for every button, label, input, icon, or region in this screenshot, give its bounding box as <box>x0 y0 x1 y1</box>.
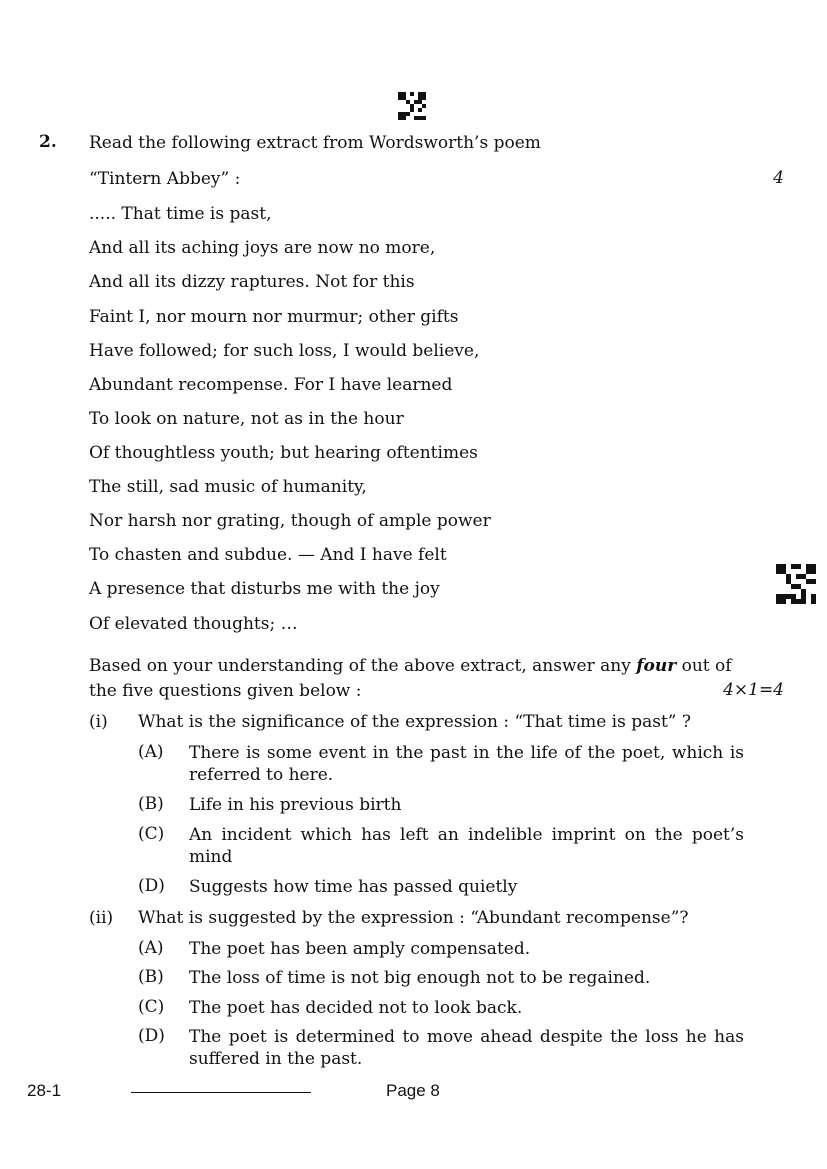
qr-code-side-icon <box>776 564 816 604</box>
instruction-text-end: out of <box>676 656 732 676</box>
extract-line: ..... That time is past, <box>89 204 272 224</box>
instruction-text: Based on your understanding of the above extract, answer any <box>89 656 637 676</box>
option-text: An incident which has left an indelible imprint on the poet’s mind <box>189 825 744 867</box>
option-text: The poet is determined to move ahead despite the loss he has suffered in the past. <box>189 1027 744 1069</box>
extract-line: Of elevated thoughts; … <box>89 614 298 634</box>
option-label: (C) <box>138 824 165 844</box>
option-label: (D) <box>138 876 165 896</box>
option-label: (B) <box>138 794 164 814</box>
question-intro: Read the following extract from Wordsworth’s poem <box>89 133 541 153</box>
question-number: 2. <box>39 132 57 152</box>
option-label: (A) <box>138 742 164 762</box>
extract-line: Faint I, nor mourn nor murmur; other gifts <box>89 307 459 327</box>
option-text: The poet has decided not to look back. <box>189 998 523 1018</box>
footer-page-number: Page 8 <box>386 1081 440 1100</box>
instruction-emphasis: four <box>636 656 677 676</box>
extract-line: To chasten and subdue. — And I have felt <box>89 545 447 565</box>
instruction-marks: 4×1=4 <box>723 680 784 700</box>
option-label: (C) <box>138 997 165 1017</box>
extract-line: Abundant recompense. For I have learned <box>89 375 453 395</box>
extract-line: A presence that disturbs me with the joy <box>89 579 440 599</box>
subquestion-text: What is suggested by the expression : “Abundant recompense”? <box>138 908 689 928</box>
option-text: Life in his previous birth <box>189 795 402 815</box>
option-label: (D) <box>138 1026 165 1046</box>
extract-line: Have followed; for such loss, I would believe, <box>89 341 480 361</box>
poem-title: “Tintern Abbey” : <box>89 169 241 189</box>
instruction-line-1 <box>89 655 744 677</box>
option-label: (B) <box>138 967 164 987</box>
extract-line: Nor harsh nor grating, though of ample power <box>89 511 491 531</box>
footer-divider <box>131 1092 311 1093</box>
option-text: Suggests how time has passed quietly <box>189 877 518 897</box>
option-text: The poet has been amply compensated. <box>189 939 531 959</box>
extract-line: The still, sad music of humanity, <box>89 477 367 497</box>
subquestion-label: (i) <box>89 712 108 732</box>
option-text: There is some event in the past in the life of the poet, which is referred to here. <box>189 743 744 785</box>
extract-line: To look on nature, not as in the hour <box>89 409 404 429</box>
question-marks: 4 <box>773 168 784 188</box>
extract-line: Of thoughtless youth; but hearing oftentimes <box>89 443 478 463</box>
qr-code-top-icon <box>398 92 426 120</box>
footer-paper-code: 28-1 <box>27 1081 62 1100</box>
subquestion-text: What is the significance of the expression : “That time is past” ? <box>138 712 692 732</box>
instruction-line-2: the five questions given below : <box>89 681 362 701</box>
extract-line: And all its dizzy raptures. Not for this <box>89 272 415 292</box>
subquestion-label: (ii) <box>89 908 114 928</box>
extract-line: And all its aching joys are now no more, <box>89 238 436 258</box>
option-text: The loss of time is not big enough not to be regained. <box>189 968 651 988</box>
option-label: (A) <box>138 938 164 958</box>
